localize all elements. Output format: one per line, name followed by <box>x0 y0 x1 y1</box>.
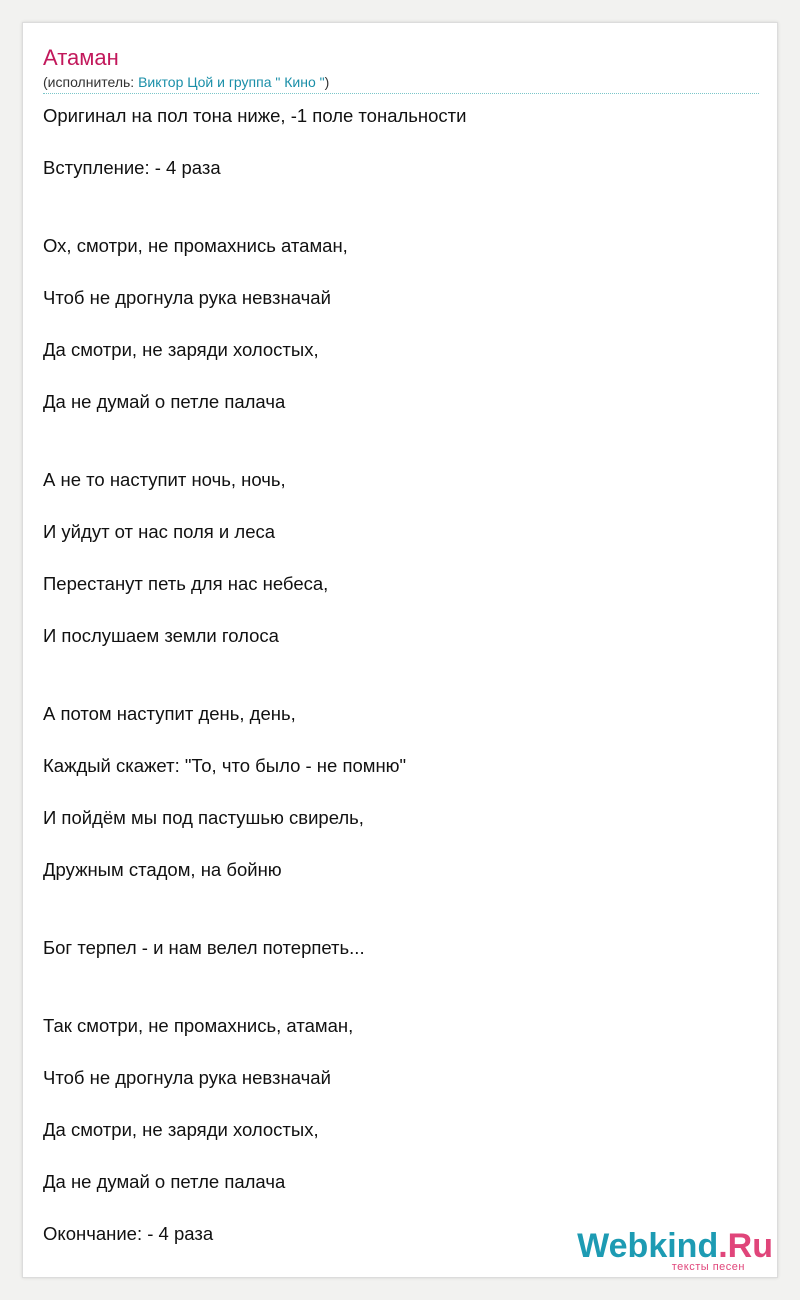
song-title: Атаман <box>43 45 119 70</box>
lyric-line: И пойдём мы под пастушью свирель, <box>43 807 364 828</box>
lyric-line: Бог терпел - и нам велел потерпеть... <box>43 937 365 958</box>
lyric-line: Так смотри, не промахнись, атаман, <box>43 1015 354 1036</box>
lyric-line: Каждый скажет: "То, что было - не помню" <box>43 755 407 776</box>
lyric-line: Ох, смотри, не промахнись атаман, <box>43 235 348 256</box>
logo-tagline: тексты песен <box>671 1261 745 1273</box>
lyric-line: Да не думай о петле палача <box>43 391 286 412</box>
lyric-line: Окончание: - 4 раза <box>43 1223 214 1244</box>
lyric-line: И уйдут от нас поля и леса <box>43 521 276 542</box>
lyric-line: Чтоб не дрогнула рука невзначай <box>43 287 331 308</box>
artist-prefix: (исполнитель: <box>43 74 139 90</box>
lyric-line: А потом наступит день, день, <box>43 703 296 724</box>
lyric-line: Перестанут петь для нас небеса, <box>43 573 329 594</box>
lyric-line: А не то наступит ночь, ночь, <box>43 469 286 490</box>
artist-suffix: ) <box>324 74 330 90</box>
logo-tld: .Ru <box>718 1227 773 1265</box>
lyric-line: Вступление: - 4 раза <box>43 157 221 178</box>
lyric-line: И послушаем земли голоса <box>43 625 279 646</box>
logo-name: Webkind <box>577 1227 719 1265</box>
lyric-line: Дружным стадом, на бойню <box>43 859 282 880</box>
title-divider <box>43 93 759 94</box>
lyric-line: Да смотри, не заряди холостых, <box>43 339 319 360</box>
lyric-line: Да смотри, не заряди холостых, <box>43 1119 319 1140</box>
lyric-line: Да не думай о петле палача <box>43 1171 286 1192</box>
webkind-logo[interactable] <box>577 1229 773 1273</box>
artist-line <box>43 74 329 90</box>
lyric-line: Оригинал на пол тона ниже, -1 поле тональности <box>43 105 467 126</box>
lyrics-card <box>22 22 778 1278</box>
artist-link[interactable]: Виктор Цой и группа " Кино " <box>138 74 325 90</box>
lyric-line: Чтоб не дрогнула рука невзначай <box>43 1067 331 1088</box>
